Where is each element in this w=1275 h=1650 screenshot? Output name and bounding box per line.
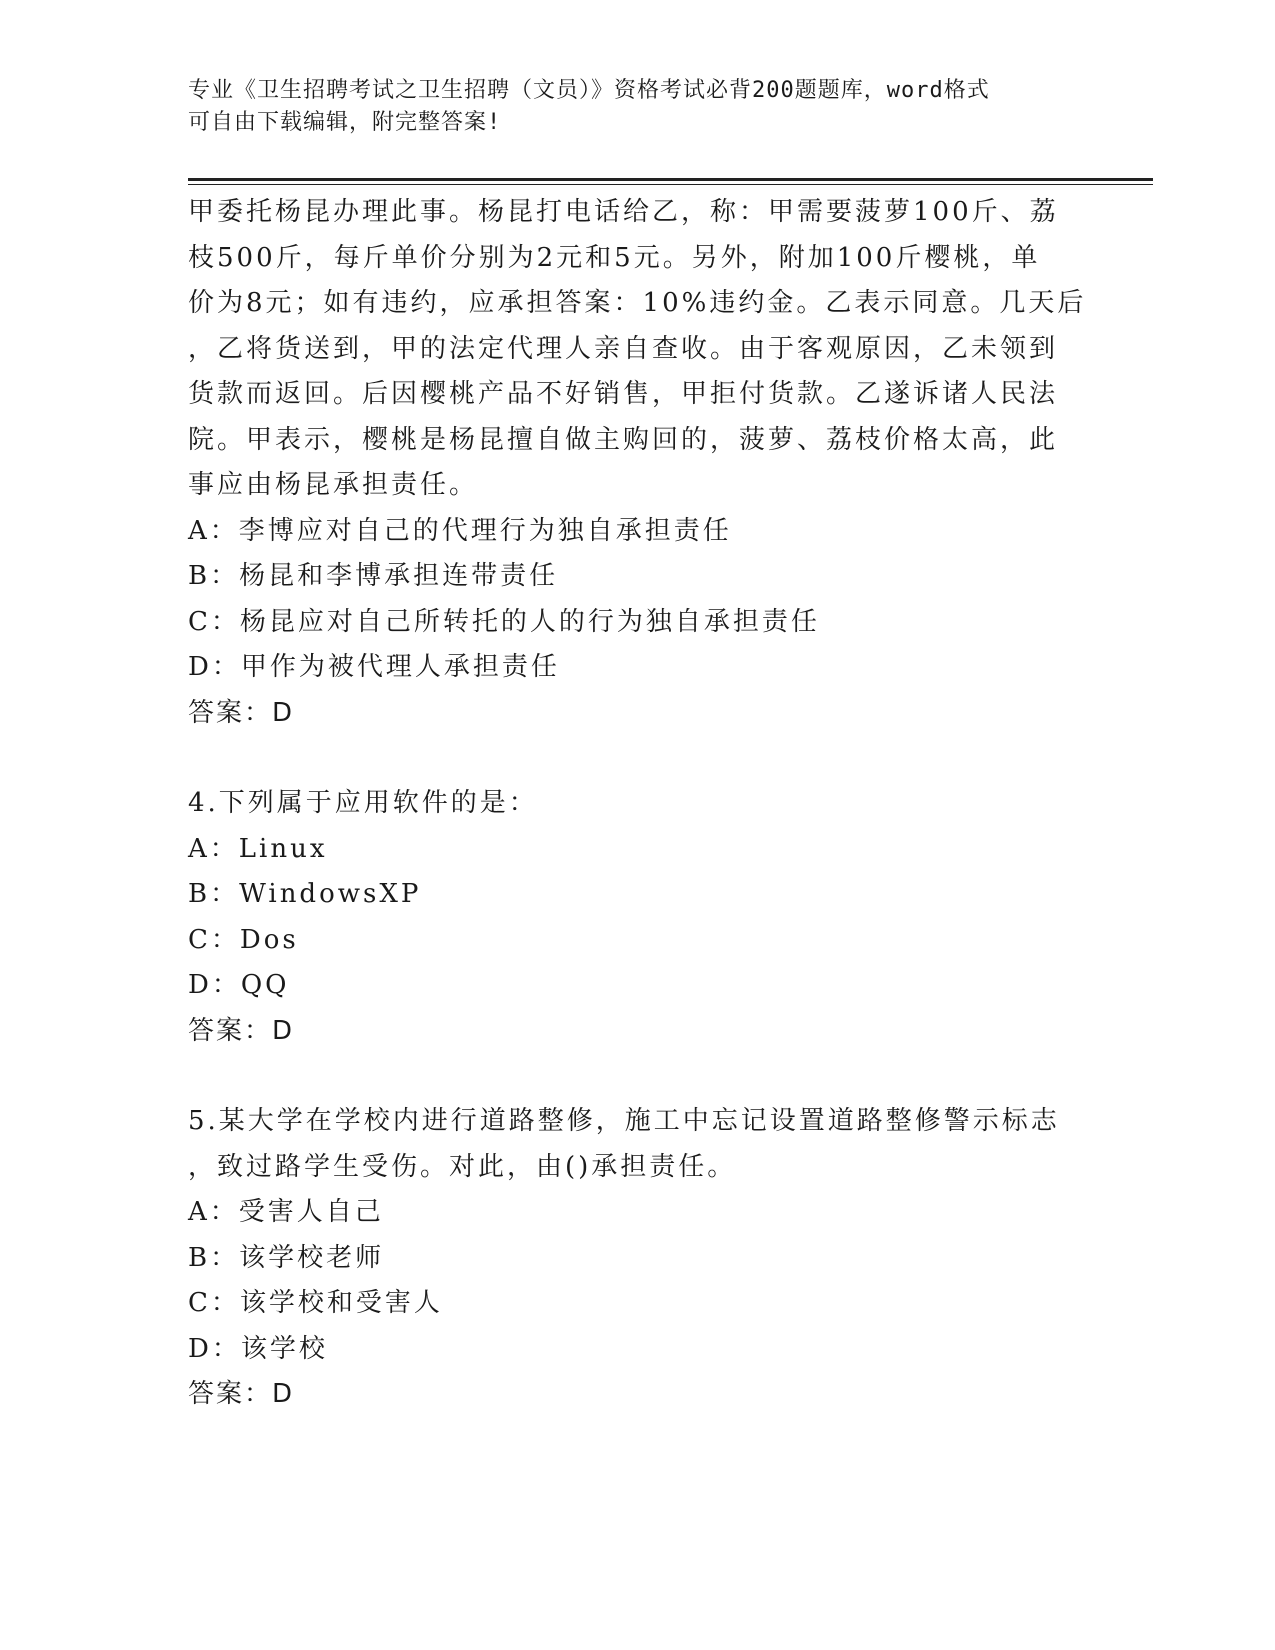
question-spacer: [188, 1054, 1088, 1099]
question-4: [188, 781, 1088, 1054]
option-d: D：甲作为被代理人承担责任: [188, 652, 560, 682]
question-stem-line: 5.某大学在学校内进行道路整修，施工中忘记设置道路整修警示标志: [188, 1106, 1060, 1136]
answer-line: 答案：D: [188, 1379, 295, 1409]
header-line-2: 可自由下载编辑，附完整答案!: [188, 110, 502, 135]
option-a: A：受害人自己: [188, 1197, 384, 1227]
question-stem-line: ，致过路学生受伤。对此，由()承担责任。: [188, 1151, 737, 1182]
question-spacer: [188, 736, 1088, 781]
question-3: [188, 190, 1088, 736]
option-a: A：Linux: [188, 833, 328, 864]
option-d: D：该学校: [188, 1333, 328, 1364]
option-b: B：杨昆和李博承担连带责任: [188, 561, 559, 591]
question-stem-line: ，乙将货送到，甲的法定代理人亲自查收。由于客观原因，乙未领到: [188, 333, 1059, 364]
option-c: C：杨昆应对自己所转托的人的行为独自承担责任: [188, 606, 820, 637]
question-5: [188, 1099, 1088, 1418]
question-stem-line: 价为8元；如有违约，应承担答案：10%违约金。乙表示同意。几天后: [188, 288, 1087, 318]
question-stem-line: 事应由杨昆承担责任。: [188, 470, 479, 500]
option-c: C：该学校和受害人: [188, 1288, 443, 1318]
document-header: [188, 75, 1088, 139]
document-body: [188, 190, 1088, 1418]
option-b: B：该学校老师: [188, 1242, 385, 1273]
header-rule-thin: [188, 184, 1153, 185]
header-rule-thick: [188, 178, 1153, 181]
question-stem-line: 货款而返回。后因樱桃产品不好销售，甲拒付货款。乙遂诉诸人民法: [188, 379, 1059, 409]
question-stem-line: 院。甲表示，樱桃是杨昆擅自做主购回的，菠萝、荔枝价格太高，此: [188, 424, 1059, 455]
option-b: B：WindowsXP: [188, 879, 422, 909]
header-line-1: 专业《卫生招聘考试之卫生招聘（文员）》资格考试必背200题题库，word格式: [188, 78, 990, 103]
answer-line: 答案：D: [188, 697, 295, 728]
option-c: C：Dos: [188, 924, 299, 955]
question-stem-line: 枝500斤，每斤单价分别为2元和5元。另外，附加100斤樱桃，单: [188, 242, 1041, 273]
option-a: A：李博应对自己的代理行为独自承担责任: [188, 515, 732, 546]
option-d: D：QQ: [188, 970, 290, 1000]
answer-line: 答案：D: [188, 1015, 295, 1046]
question-stem-line: 甲委托杨昆办理此事。杨昆打电话给乙，称：甲需要菠萝100斤、荔: [188, 197, 1059, 227]
question-stem-line: 4.下列属于应用软件的是：: [188, 788, 538, 818]
